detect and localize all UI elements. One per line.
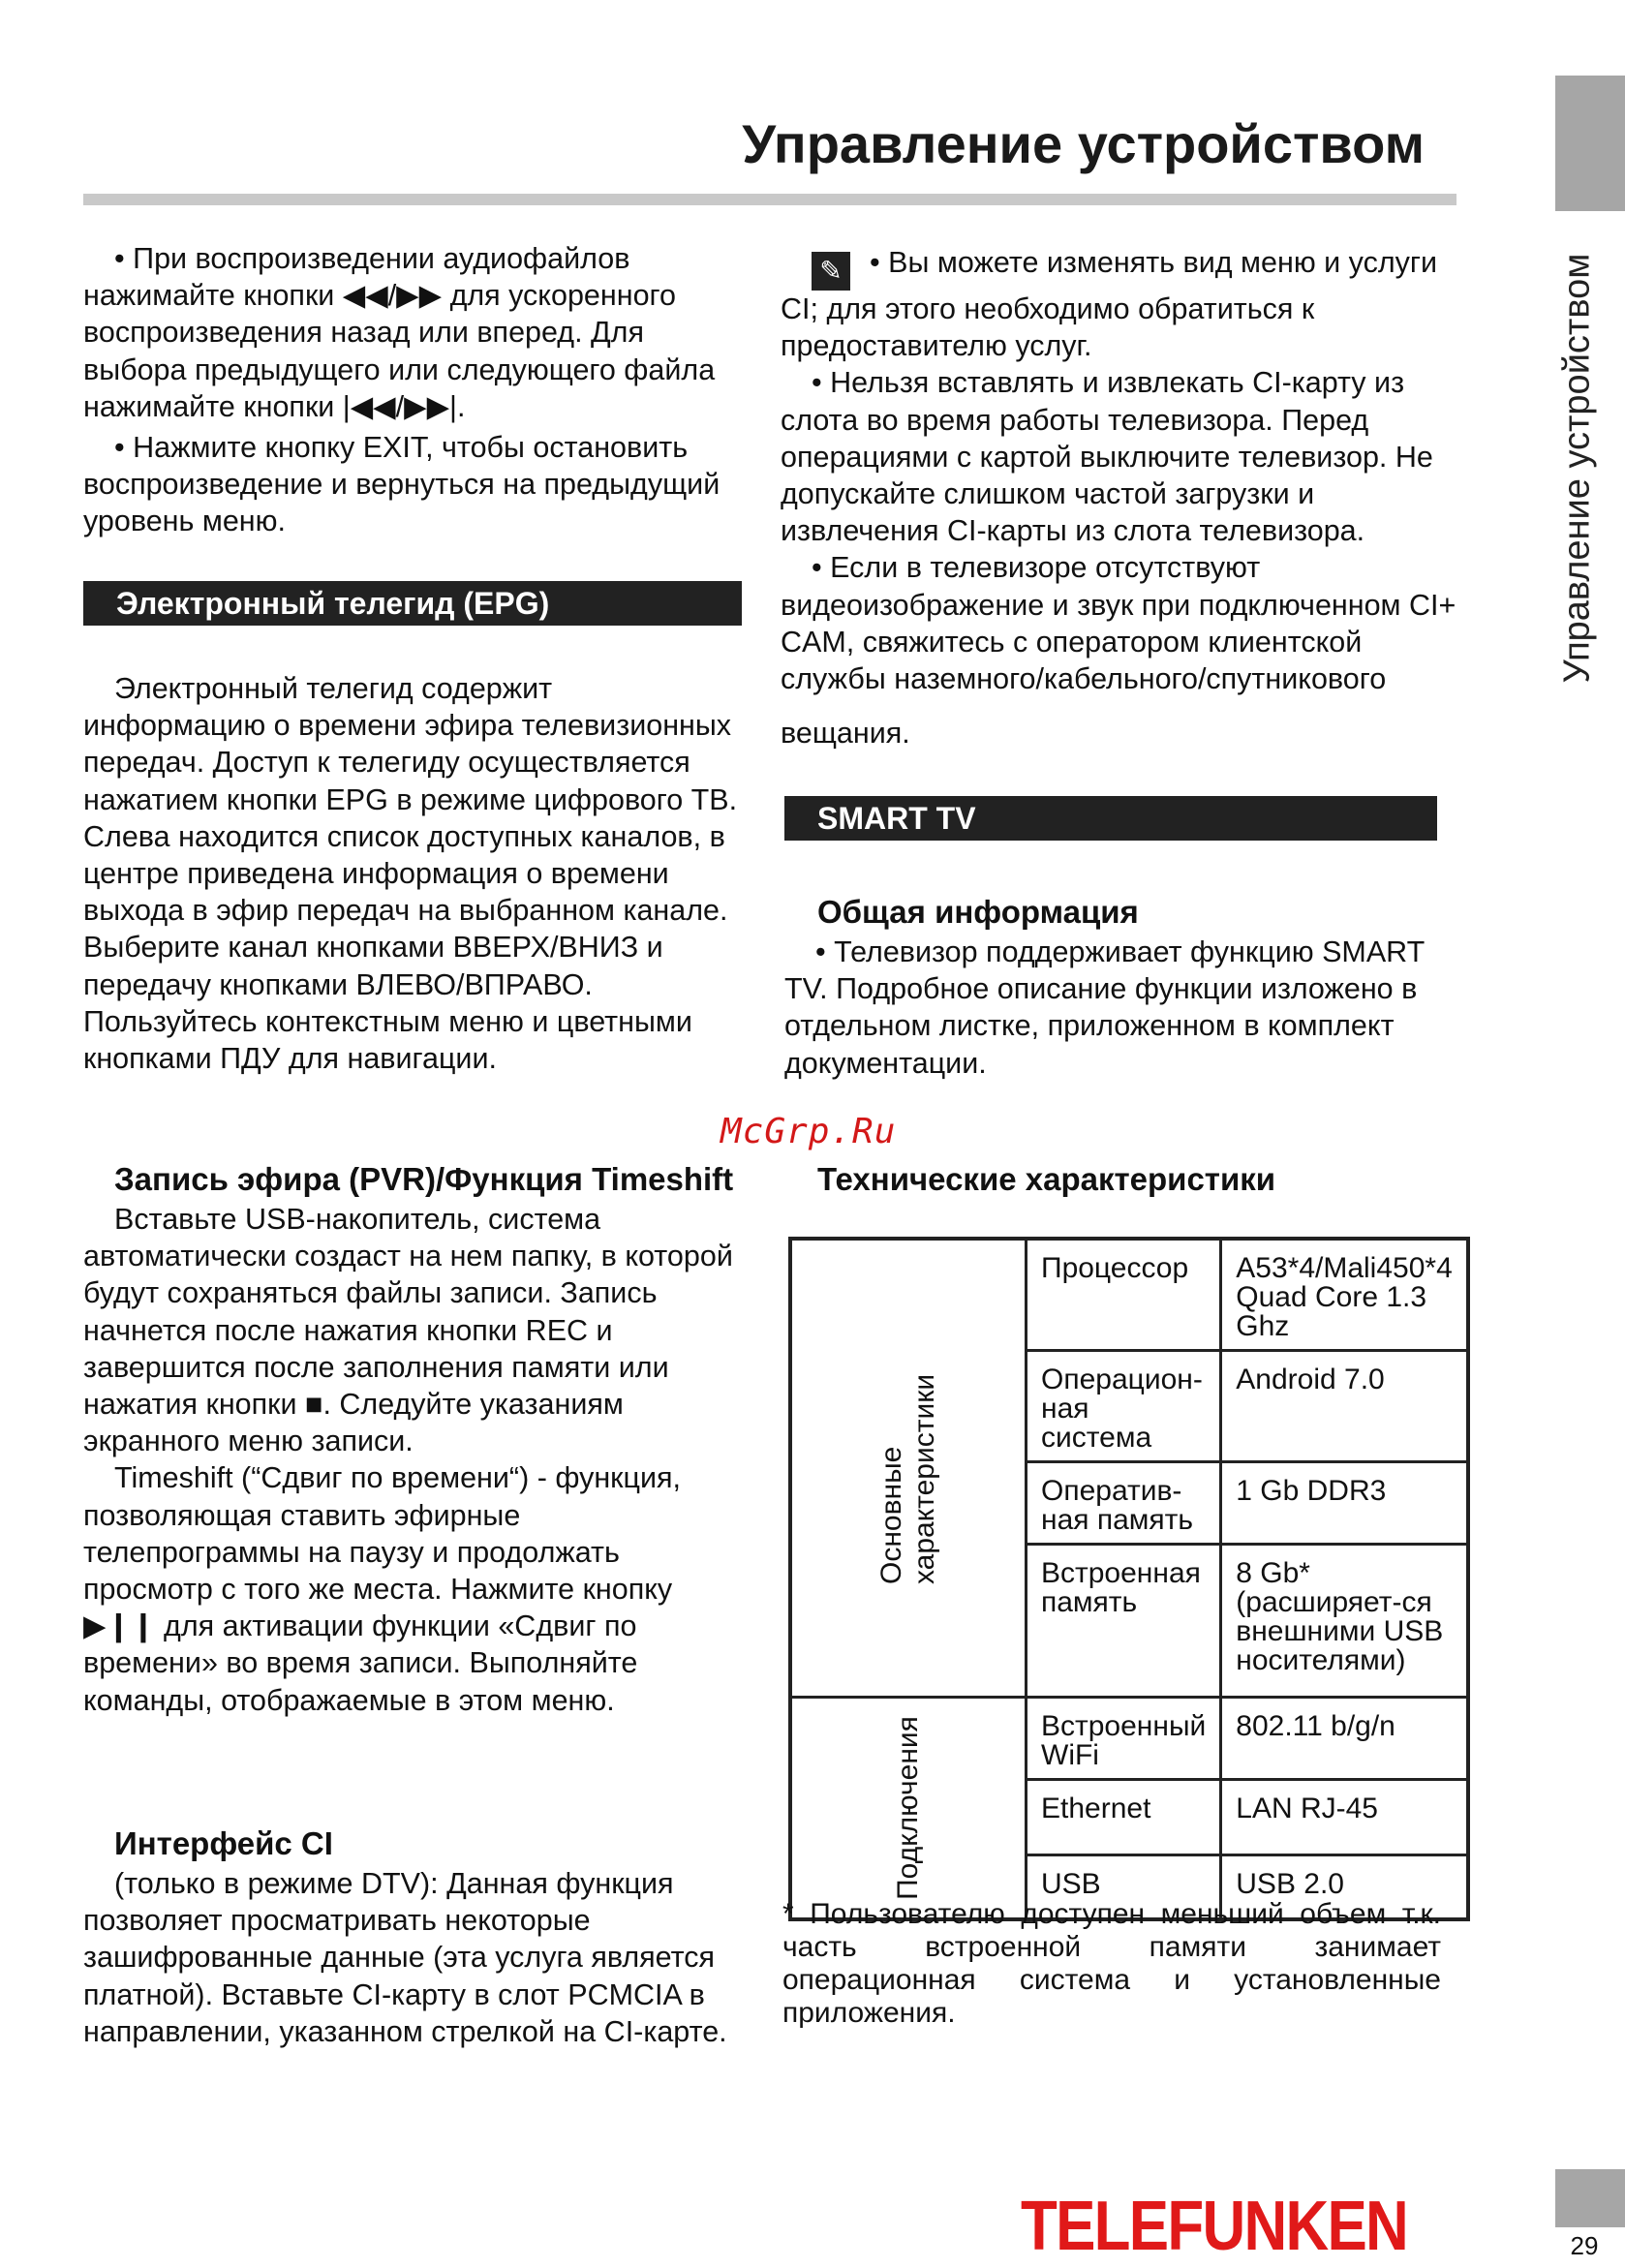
spec-group-connections-label: Подключения — [891, 1715, 924, 1900]
side-tab-marker — [1555, 76, 1625, 211]
paragraph-audio-controls: • При воспроизведении аудиофайлов нажимайте кнопки ◀◀/▶▶ для ускоренного воспроизведения назад или вперед. Для выбора предыдущего или следующего файла нажимайте кнопки |◀◀/▶▶|. — [83, 242, 716, 423]
spec-value: Android 7.0 — [1221, 1351, 1468, 1462]
spec-value: 1 Gb DDR3 — [1221, 1462, 1468, 1545]
table-row — [790, 1239, 1468, 1351]
spec-table — [788, 1237, 1470, 1921]
spec-group-main — [790, 1239, 1027, 1698]
spec-value: USB 2.0 — [1221, 1855, 1468, 1919]
side-section-label-text: Управление устройством — [1556, 253, 1598, 683]
note-3: • Если в телевизоре отсутствуют видеоизображение и звук при подключенном CI+ CAM, свяжитесь с оператором клиентской службы наземного/кабельного/спутникового — [781, 551, 1456, 696]
note-1 — [781, 244, 1460, 364]
note-2: • Нельзя вставлять и извлекать CI-карту из слота во время работы телевизора. Перед операциями с картой выключите телевизор. Не допускайте слишком частой загрузки и извлечения CI-карты из слота телевизора. — [781, 366, 1433, 548]
paragraph-epg: Электронный телегид содержит информацию о времени эфира телевизионных передач. Доступ к телегиду осуществляется нажатием кнопки EPG в режиме цифрового ТВ. Слева находится список доступных каналов, в центре приведена информация о времени выхода в эфир передач на выбранном канале. Выберите канал кнопками ВВЕРХ/ВНИЗ и передачу кнопками ВЛЕВО/ВПРАВО. Пользуйтесь контекстным меню и цветными кнопками ПДУ для навигации. — [83, 672, 738, 1076]
note-3-continued: вещания. — [781, 717, 910, 751]
spec-value: 802.11 b/g/n — [1221, 1698, 1468, 1780]
right-column-notes — [781, 244, 1460, 751]
general-info-block — [784, 893, 1464, 1082]
spec-name: Процессор — [1027, 1239, 1221, 1351]
side-section-label — [1548, 240, 1608, 695]
ci-block — [83, 1824, 742, 2050]
spec-name: USB — [1027, 1855, 1221, 1919]
note-pencil-icon: ✎ — [812, 252, 850, 291]
paragraph-general-info: • Телевизор поддерживает функцию SMART TV. Подробное описание функции изложено в отдельном листке, приложенном в комплект документации. — [784, 935, 1425, 1080]
paragraph-pvr: Вставьте USB-накопитель, система автоматически создаст на нем папку, в которой будут сохраняться файлы записи. Запись начнется после нажатия кнопки REC и завершится после заполнения памяти или нажатия кнопки ■. Следуйте указаниям экранного меню записи. — [83, 1203, 733, 1458]
heading-pvr: Запись эфира (PVR)/Функция Timeshift — [114, 1161, 734, 1197]
heading-spec: Технические характеристики — [817, 1161, 1276, 1197]
spec-value: 8 Gb* (расширяет-ся внешними USB носителями) — [1221, 1545, 1468, 1698]
watermark-text: McGrp.Ru — [721, 1112, 897, 1151]
heading-ci: Интерфейс CI — [114, 1825, 333, 1861]
spec-name: Встроенный WiFi — [1027, 1698, 1221, 1780]
left-column — [83, 240, 742, 540]
brand-logo: TELEFUNKEN — [1021, 2188, 1408, 2265]
spec-group-connections — [790, 1698, 1027, 1919]
table-row — [790, 1698, 1468, 1780]
spec-footnote: * Пользователю доступен меньший объем т.к. часть встроенной памяти занимает операционная система и установленные приложения. — [782, 1898, 1441, 2029]
spec-name: Операцион-ная система — [1027, 1351, 1221, 1462]
spec-value: A53*4/Mali450*4 Quad Core 1.3 Ghz — [1221, 1239, 1468, 1351]
pvr-block — [83, 1160, 742, 1719]
spec-name: Ethernet — [1027, 1780, 1221, 1855]
spec-group-main-label: Основные характеристики — [875, 1373, 940, 1584]
paragraph-exit: • Нажмите кнопку EXIT, чтобы остановить воспроизведение и вернуться на предыдущий уровень меню. — [83, 431, 721, 538]
page-number: 29 — [1570, 2231, 1599, 2260]
page-title: Управление устройством — [742, 113, 1425, 174]
page-number-tab — [1555, 2169, 1625, 2227]
paragraph-timeshift: Timeshift (“Сдвиг по времени“) - функция, позволяющая ставить эфирные телепрограммы на паузу и продолжать просмотр с того же места. Нажмите кнопку ▶❙❙ для активации функции «Сдвиг по времени» во время записи. Выполняйте команды, отображаемые в этом меню. — [83, 1461, 682, 1717]
heading-general-info: Общая информация — [817, 894, 1139, 930]
epg-block — [83, 670, 742, 1077]
spec-value: LAN RJ-45 — [1221, 1780, 1468, 1855]
spec-name: Оператив-ная память — [1027, 1462, 1221, 1545]
note-1-text: • Вы можете изменять вид меню и услуги CI; для этого необходимо обратиться к предоставителю услуг. — [781, 246, 1438, 363]
section-heading-epg: Электронный телегид (EPG) — [83, 581, 742, 626]
section-heading-smart-tv: SMART TV — [784, 796, 1437, 841]
title-divider — [83, 194, 1456, 205]
paragraph-ci: (только в режиме DTV): Данная функция позволяет просматривать некоторые зашифрованные данные (эта услуга является платной). Вставьте CI-карту в слот PCMCIA в направлении, указанном стрелкой на CI-карте. — [83, 1867, 727, 2048]
spec-name: Встроенная память — [1027, 1545, 1221, 1698]
